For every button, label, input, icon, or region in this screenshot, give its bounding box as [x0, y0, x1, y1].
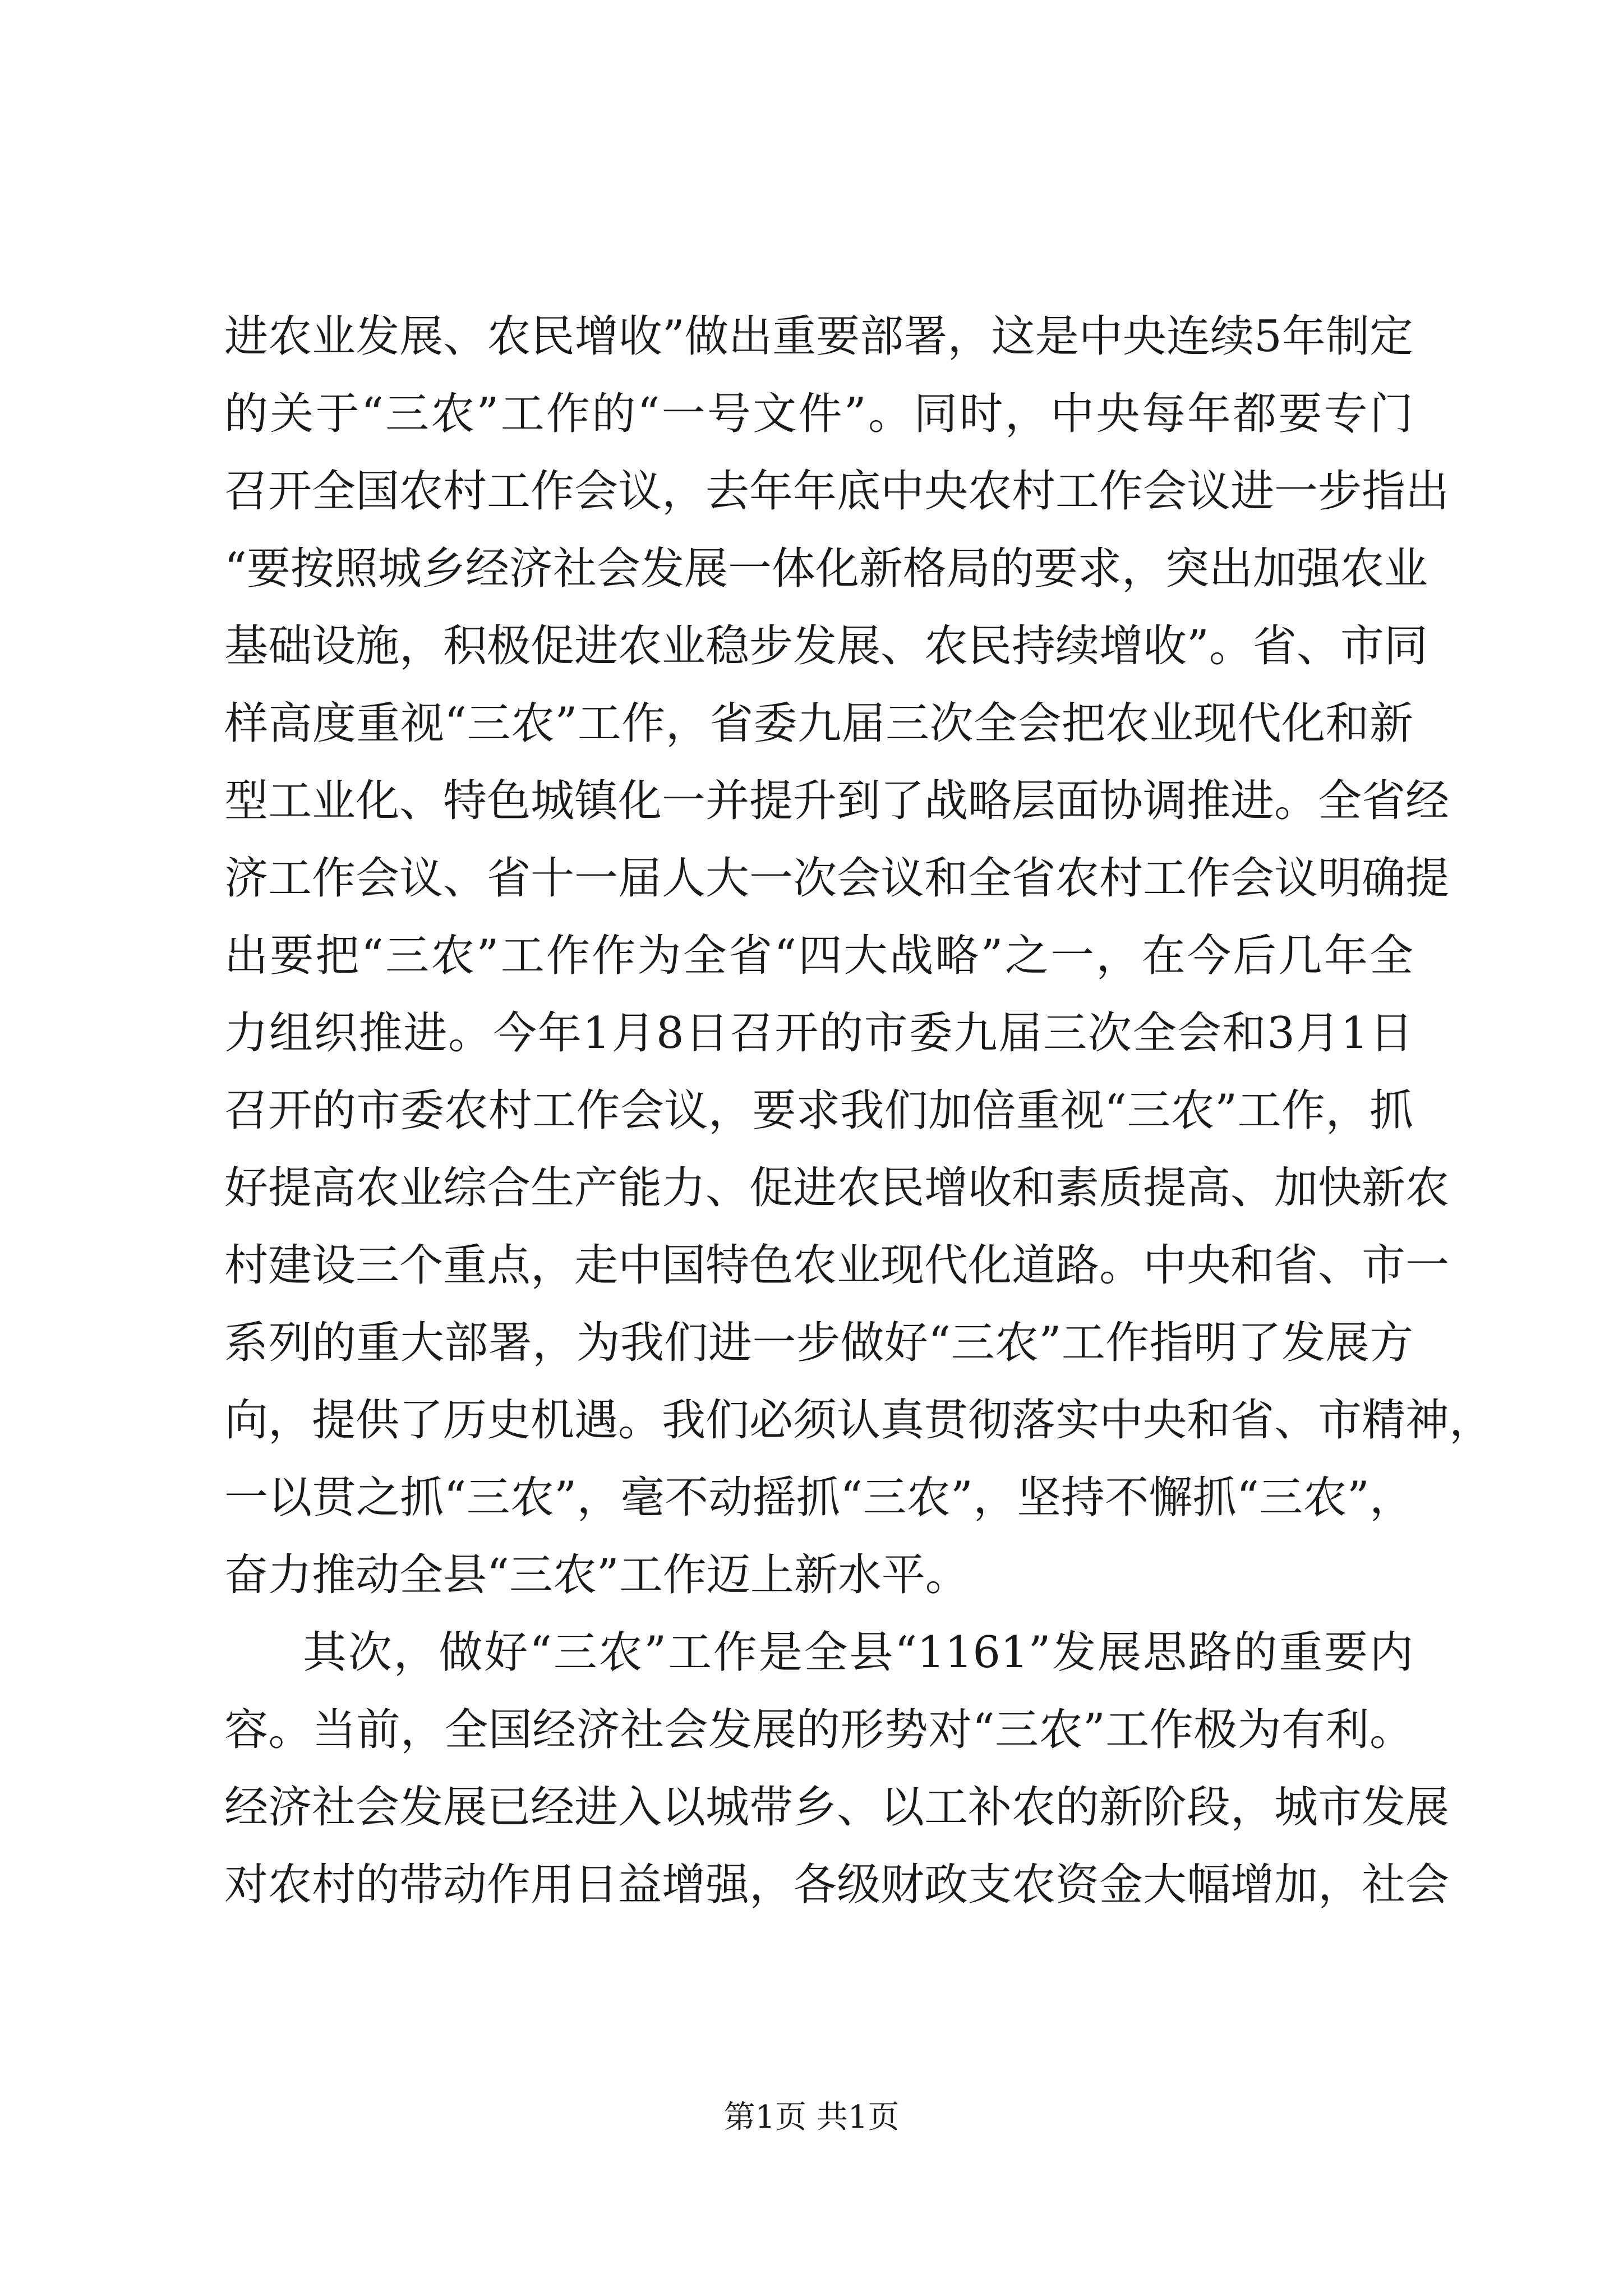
text-line: 力组织推进。今年1月8日召开的市委九届三次全会和3月1日	[224, 1008, 1413, 1059]
text-line: 的关于“三农”工作的“一号文件”。同时，中央每年都要专门	[224, 389, 1413, 439]
text-line: 容。当前，全国经济社会发展的形势对“三农”工作极为有利。	[224, 1705, 1413, 1755]
text-line: 经济社会发展已经进入以城带乡、以工补农的新阶段，城市发展	[224, 1782, 1450, 1833]
text-line: 奋力推动全县“三农”工作迈上新水平。	[224, 1550, 969, 1600]
text-line: 系列的重大部署，为我们进一步做好“三农”工作指明了发展方	[224, 1318, 1413, 1368]
text-line: 基础设施，积极促进农业稳步发展、农民持续增收”。省、市同	[224, 621, 1428, 671]
page-footer: 第1页 共1页	[723, 2099, 900, 2136]
text-line: 济工作会议、省十一届人大一次会议和全省农村工作会议明确提	[224, 853, 1450, 904]
text-line: 样高度重视“三农”工作，省委九届三次全会把农业现代化和新	[224, 698, 1413, 749]
text-line: 一以贯之抓“三农”，毫不动摇抓“三农”，坚持不懈抓“三农”，	[224, 1473, 1413, 1523]
text-line: 进农业发展、农民增收”做出重要部署，这是中央连续5年制定	[224, 311, 1413, 362]
paragraph-first-line: 其次，做好“三农”工作是全县“1161”发展思路的重要内	[303, 1627, 1413, 1678]
text-line: 召开全国农村工作会议，去年年底中央农村工作会议进一步指出	[224, 466, 1450, 517]
text-line: 出要把“三农”工作作为全省“四大战略”之一，在今后几年全	[224, 931, 1413, 981]
text-line: 对农村的带动作用日益增强，各级财政支农资金大幅增加，社会	[224, 1860, 1450, 1910]
text-line: “要按照城乡经济社会发展一体化新格局的要求，突出加强农业	[224, 544, 1428, 594]
text-line: 村建设三个重点，走中国特色农业现代化道路。中央和省、市一	[224, 1240, 1450, 1291]
text-line: 型工业化、特色城镇化一并提升到了战略层面协调推进。全省经	[224, 776, 1450, 826]
text-line: 好提高农业综合生产能力、促进农民增收和素质提高、加快新农	[224, 1163, 1450, 1213]
text-line: 召开的市委农村工作会议，要求我们加倍重视“三农”工作，抓	[224, 1085, 1413, 1136]
text-line: 向，提供了历史机遇。我们必须认真贯彻落实中央和省、市精神，	[224, 1395, 1493, 1446]
